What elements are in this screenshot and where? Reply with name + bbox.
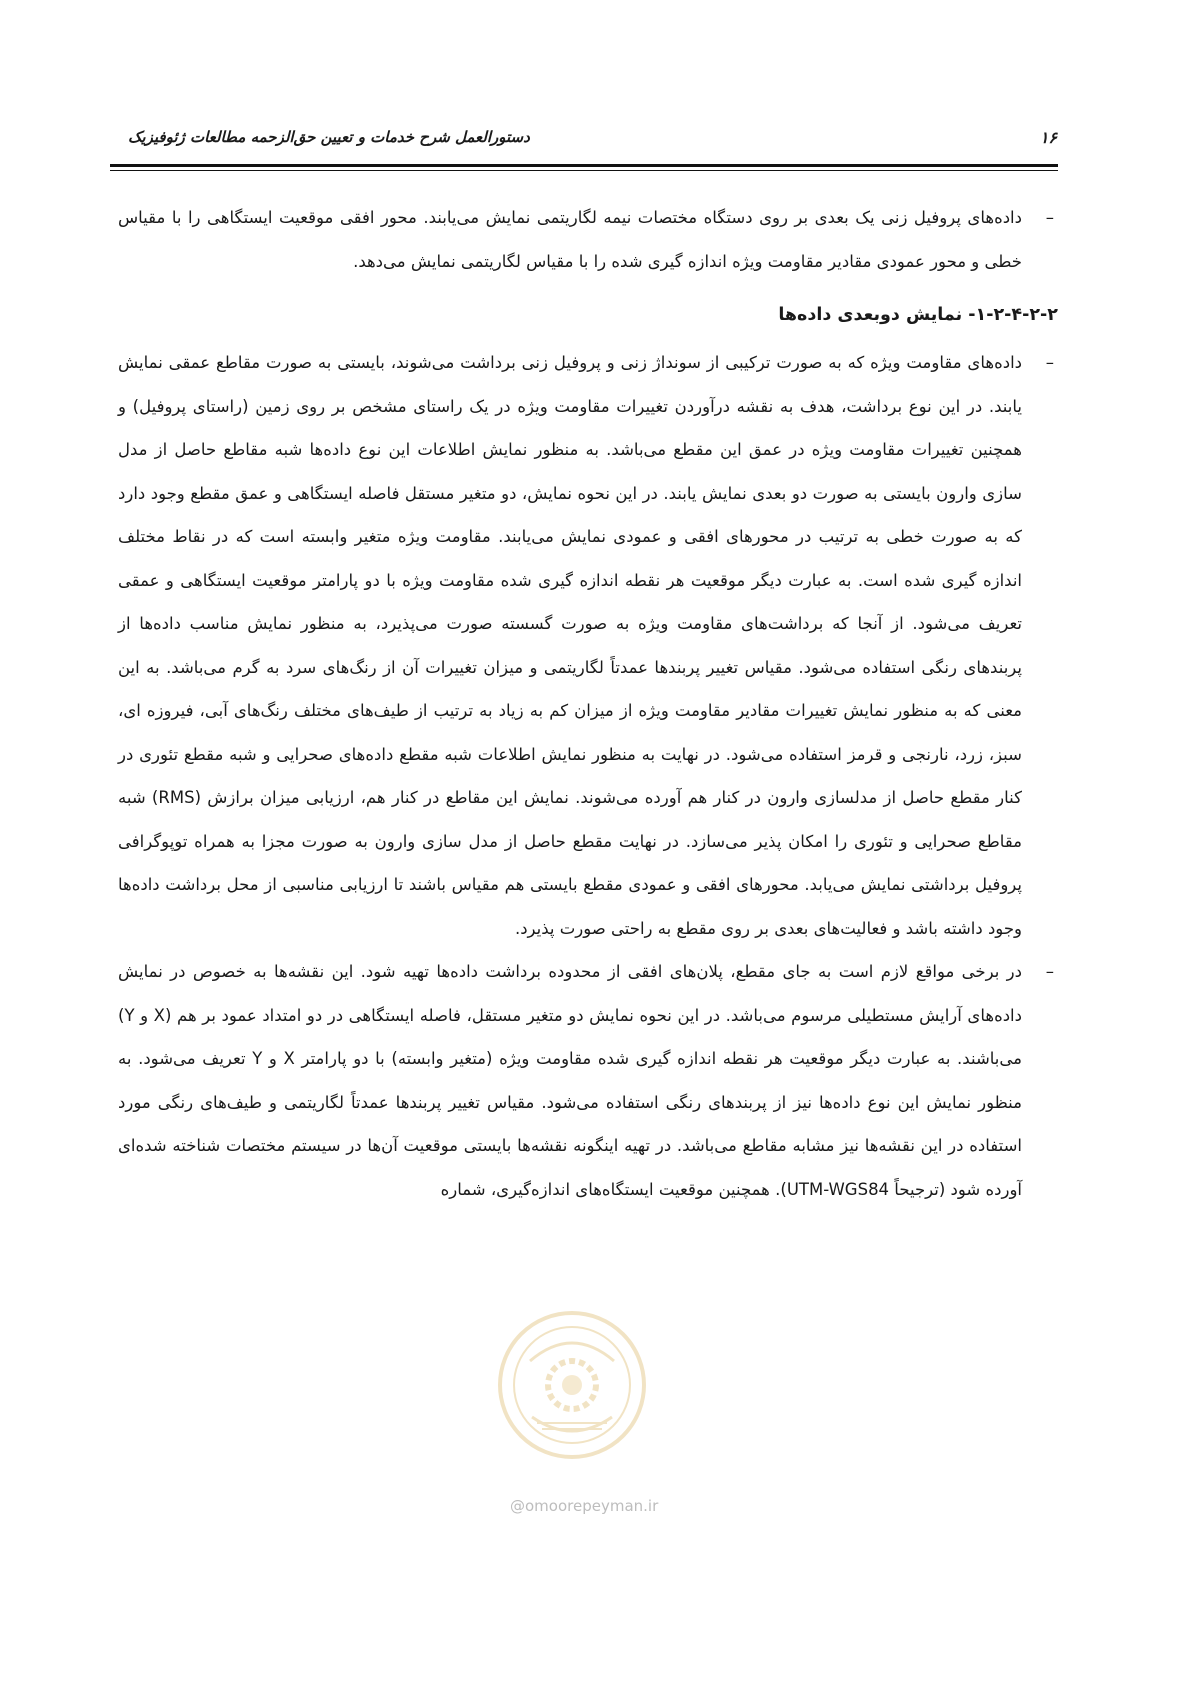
bullet-dash: – xyxy=(1045,353,1054,372)
page-header xyxy=(108,128,1057,156)
bullet-dash: – xyxy=(1045,208,1054,227)
paragraph-text: داده‌های مقاومت ویژه که به صورت ترکیبی از سونداژ زنی و پروفیل زنی برداشت می‌شوند، بایستی به صورت مقاطع عمقی نمایش یابند. در این نوع برداشت، هدف به نقشه درآوردن تغییرات مقاومت ویژه در یک راستای مشخص بر روی زمین (راستای پروفیل) و همچنین تغییرات مقاومت ویژه در عمق این مقطع می‌باشد. به منظور نمایش اطلاعات این نوع داده‌ها شبه مقاطع حاصل از مدل سازی وارون بایستی به صورت دو بعدی نمایش یابند. در این نحوه نمایش، دو متغیر مستقل فاصله ایستگاهی و عمق مقطع وجود دارد که به صورت خطی به ترتیب در محورهای افقی و عمودی نمایش می‌یابند. مقاومت ویژه متغیر وابسته است که در نقاط مختلف اندازه گیری شده است. به عبارت دیگر موقعیت هر نقطه اندازه گیری شده مقاومت ویژه با دو پارامتر موقعیت ایستگاهی و عمقی تعریف می‌شود. از آنجا که برداشت‌های مقاومت ویژه به صورت گسسته صورت می‌پذیرد، به منظور نمایش مناسب داده‌ها از پربندهای رنگی استفاده می‌شود. مقیاس تغییر پربندها عمدتاً لگاریتمی و میزان تغییرات آن از رنگ‌های سرد به گرم می‌باشد. به این معنی که به منظور نمایش تغییرات مقادیر مقاومت ویژه از میزان کم به زیاد به ترتیب از طیف‌های مختلف رنگ‌های آبی، فیروزه ای، سبز، زرد، نارنجی و قرمز استفاده می‌شود. در نهایت به منظور نمایش اطلاعات شبه مقطع داده‌های صحرایی و شبه مقطع تئوری در کنار مقطع حاصل از مدلسازی وارون در کنار هم آورده می‌شوند. نمایش این مقاطع در کنار هم، ارزیابی میزان برازش (RMS) شبه مقاطع صحرایی و تئوری را امکان پذیر می‌سازد. در نهایت مقطع حاصل از مدل سازی وارون به صورت مجزا به همراه توپوگرافی پروفیل برداشتی نمایش می‌یابد. محورهای افقی و عمودی مقطع بایستی هم مقیاس باشند تا ارزیابی مناسبی از محل برداشت داده‌ها وجود داشته باشد و فعالیت‌های بعدی بر روی مقطع به راحتی صورت پذیرد. xyxy=(118,353,1022,938)
header-rule xyxy=(110,164,1058,167)
section-heading: ۱-۲-۴-۲-۲- نمایش دوبعدی داده‌ها xyxy=(778,305,1058,325)
header-rule-thin xyxy=(110,170,1058,171)
paragraph-bullet-2 xyxy=(118,341,1058,950)
running-title: دستورالعمل شرح خدمات و تعیین حق‌الزحمه مطالعات ژئوفیزیک xyxy=(128,128,530,146)
page-number: ۱۶ xyxy=(1039,128,1057,147)
paragraph-bullet-1 xyxy=(118,196,1058,283)
watermark-seal-icon xyxy=(492,1305,652,1465)
watermark-url: @omoorepeyman.ir xyxy=(510,1497,659,1515)
paragraph-text: داده‌های پروفیل زنی یک بعدی بر روی دستگاه مختصات نیمه لگاریتمی نمایش می‌یابند. محور افقی موقعیت ایستگاهی را با مقیاس خطی و محور عمودی مقادیر مقاومت ویژه اندازه گیری شده را با مقیاس لگاریتمی نمایش می‌دهد. xyxy=(118,208,1022,271)
document-body xyxy=(118,196,1058,1211)
bullet-dash: – xyxy=(1045,962,1054,981)
paragraph-text: در برخی مواقع لازم است به جای مقطع، پلان‌های افقی از محدوده برداشت داده‌ها تهیه شود. این نقشه‌ها به خصوص در نمایش داده‌های آرایش مستطیلی مرسوم می‌باشد. در این نحوه نمایش دو متغیر مستقل، فاصله ایستگاهی در دو امتداد عمود بر هم (X و Y) می‌باشند. به عبارت دیگر موقعیت هر نقطه اندازه گیری شده مقاومت ویژه (متغیر وابسته) با دو پارامتر X و Y تعریف می‌شود. به منظور نمایش این نوع داده‌ها نیز از پربندهای رنگی استفاده می‌شود. مقیاس تغییر پربندها عمدتاً لگاریتمی و طیف‌های رنگی مورد استفاده در این نقشه‌ها نیز مشابه مقاطع می‌باشد. در تهیه اینگونه نقشه‌ها بایستی موقعیت آن‌ها در سیستم مختصات شناخته شده‌ای آورده شود (ترجیحاً UTM-WGS84). همچنین موقعیت ایستگاه‌های اندازه‌گیری، شماره xyxy=(118,962,1022,1199)
paragraph-bullet-3 xyxy=(118,950,1058,1211)
